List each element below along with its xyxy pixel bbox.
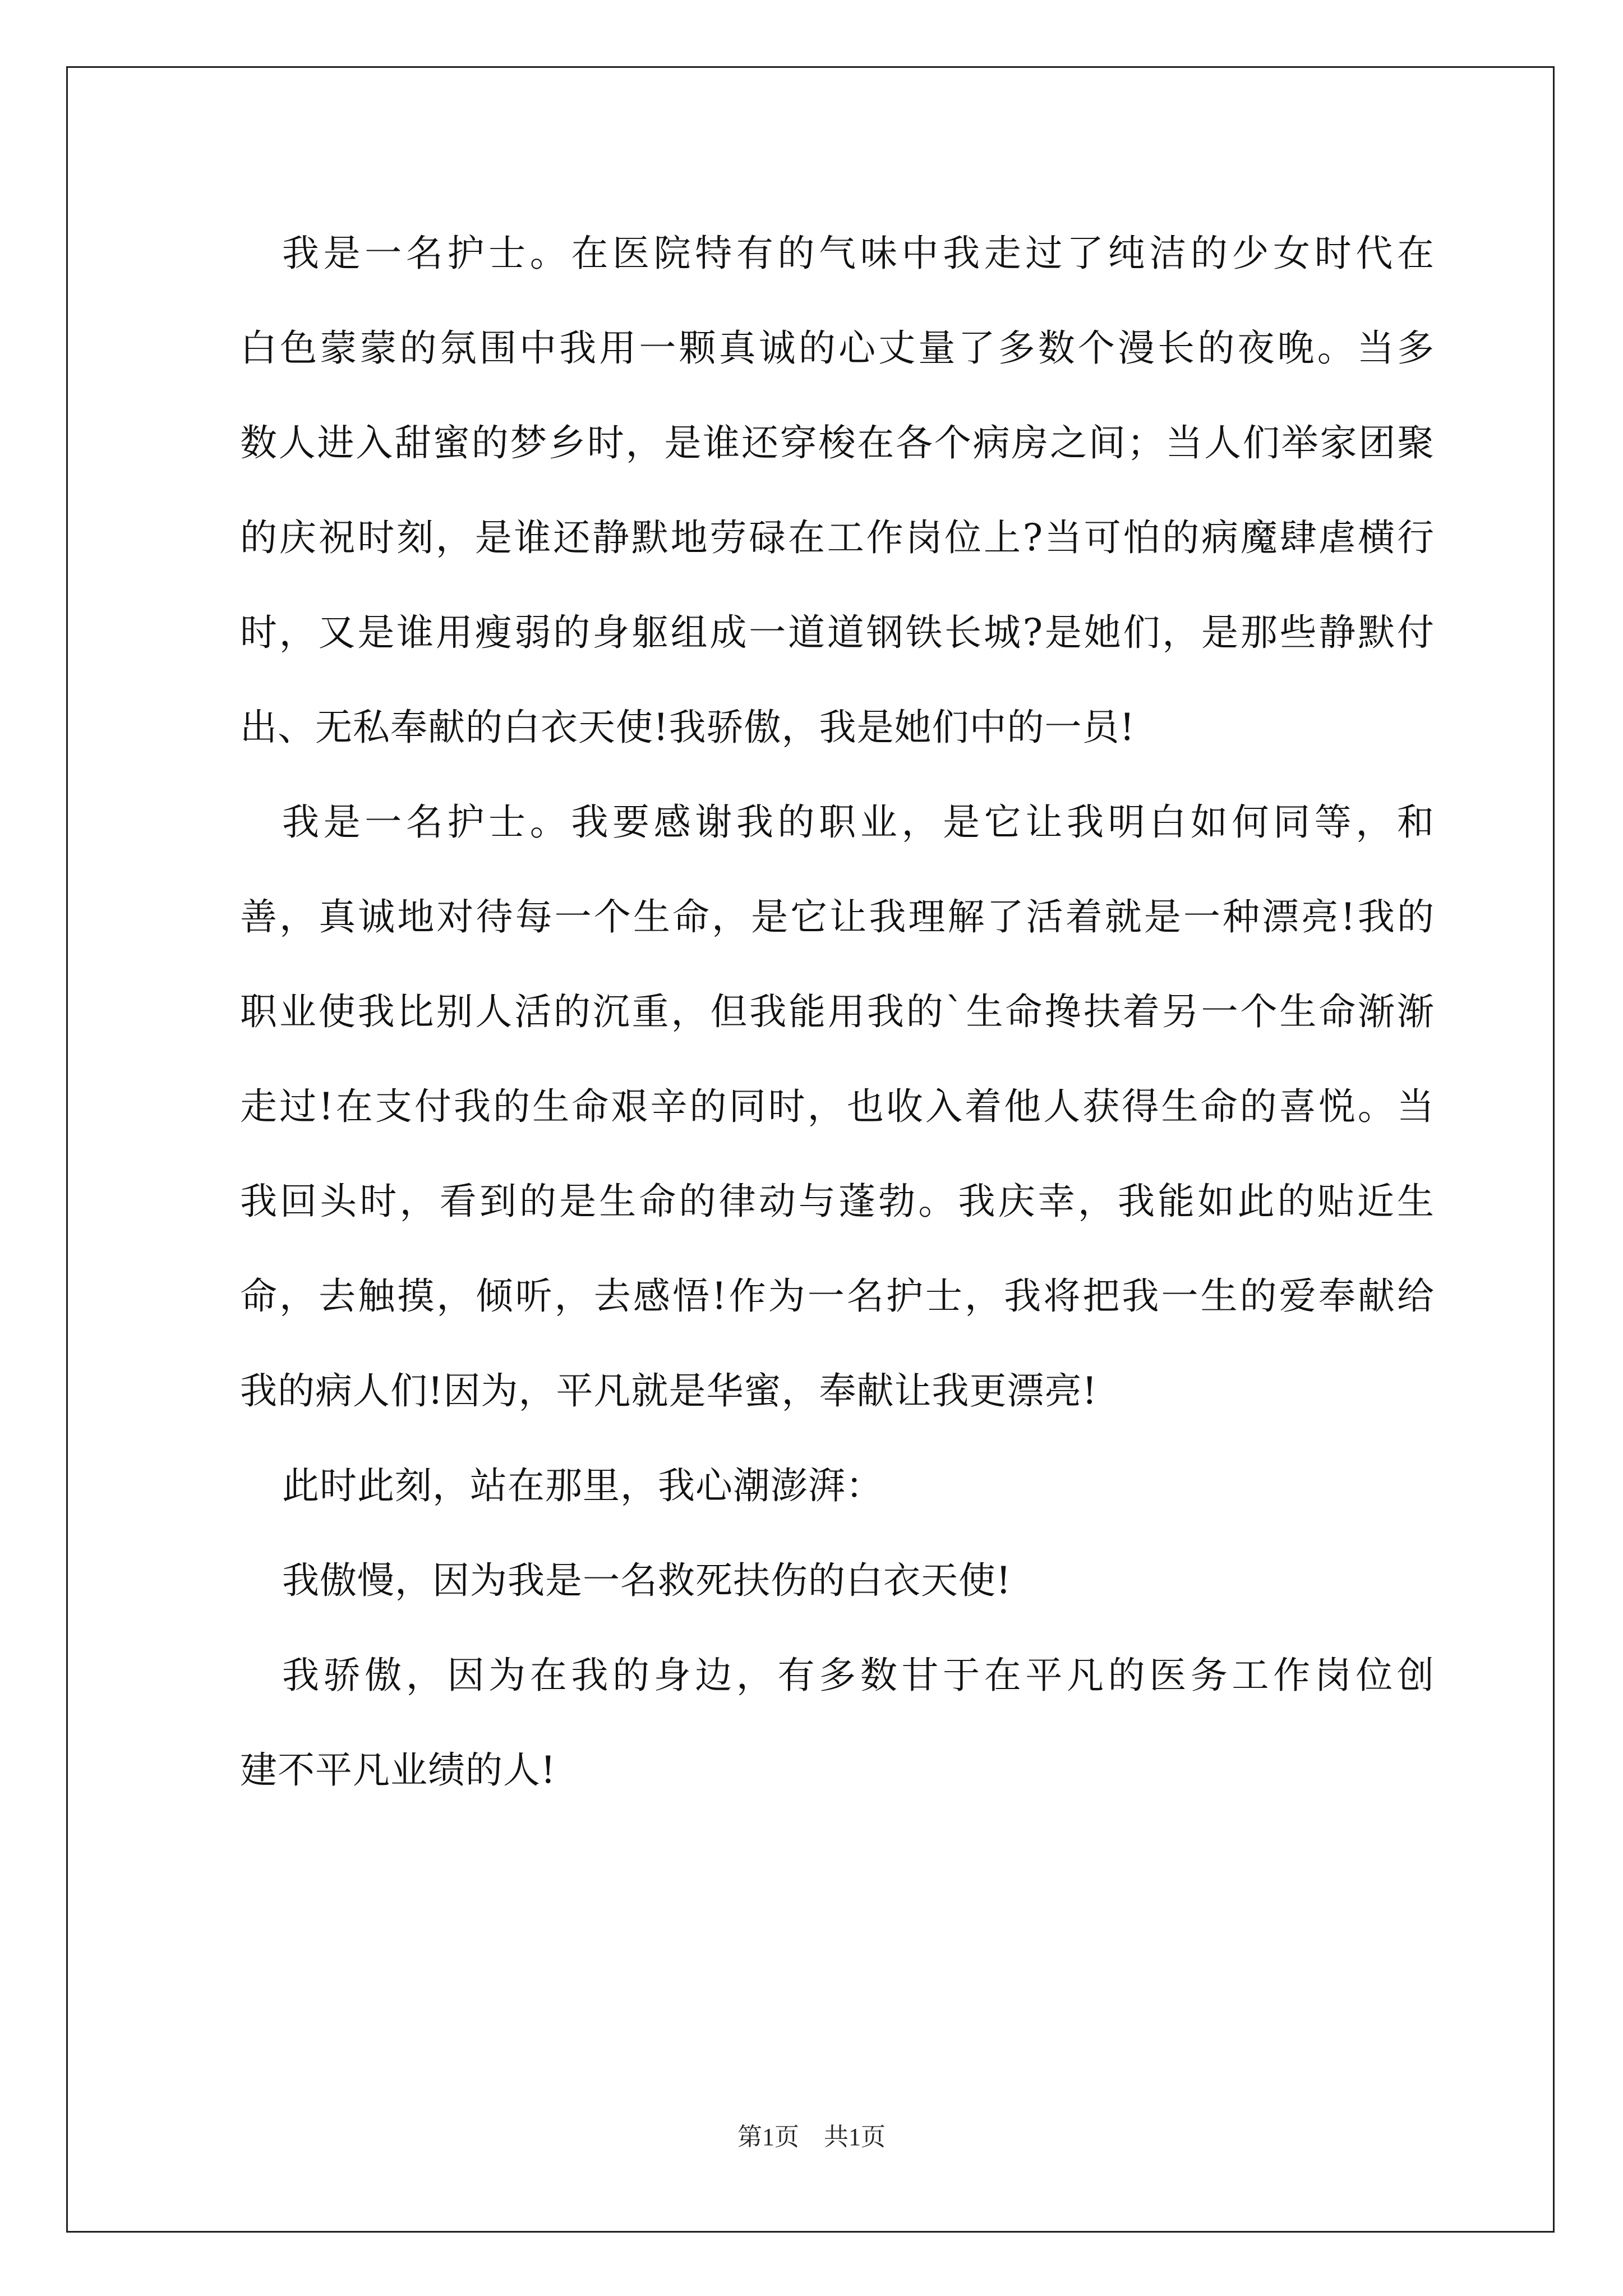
paragraph-1-line-1: 我是一名护士。在医院特有的气味中我走过了纯洁的少女时代在	[282, 232, 1435, 275]
paragraph-2-line-2: 善，真诚地对待每一个生命，是它让我理解了活着就是一种漂亮!我的	[240, 895, 1435, 938]
paragraph-1-line-5: 时，又是谁用瘦弱的身躯组成一道道钢铁长城?是她们，是那些静默付	[240, 611, 1435, 654]
paragraph-1-line-2: 白色蒙蒙的氛围中我用一颗真诚的心丈量了多数个漫长的夜晚。当多	[240, 326, 1435, 370]
paragraph-4-line-1: 我傲慢，因为我是一名救死扶伤的白衣天使!	[282, 1559, 1012, 1602]
paragraph-2-line-7: 我的病人们!因为，平凡就是华蜜，奉献让我更漂亮!	[240, 1369, 1098, 1412]
paragraph-2-line-4: 走过!在支付我的生命艰辛的同时，也收入着他人获得生命的喜悦。当	[240, 1085, 1435, 1128]
page-number: 第1页	[737, 2123, 799, 2151]
paragraph-3-line-1: 此时此刻，站在那里，我心潮澎湃：	[282, 1464, 883, 1507]
paragraph-1-line-4: 的庆祝时刻，是谁还静默地劳碌在工作岗位上?当可怕的病魔肆虐横行	[240, 516, 1435, 559]
paragraph-2-line-3: 职业使我比别人活的沉重，但我能用我的`生命搀扶着另一个生命渐渐	[240, 990, 1435, 1033]
paragraph-2-line-5: 我回头时，看到的是生命的律动与蓬勃。我庆幸，我能如此的贴近生	[240, 1180, 1435, 1223]
paragraph-2-line-6: 命，去触摸，倾听，去感悟!作为一名护士，我将把我一生的爱奉献给	[240, 1274, 1435, 1318]
paragraph-5-line-1: 我骄傲，因为在我的身边，有多数甘于在平凡的医务工作岗位创	[282, 1654, 1435, 1697]
paragraph-1-line-3: 数人进入甜蜜的梦乡时，是谁还穿梭在各个病房之间；当人们举家团聚	[240, 421, 1435, 464]
paragraph-2-line-1: 我是一名护士。我要感谢我的职业，是它让我明白如何同等，和	[282, 800, 1435, 844]
page-total: 共1页	[824, 2123, 886, 2151]
paragraph-1-line-6: 出、无私奉献的白衣天使!我骄傲，我是她们中的一员!	[240, 706, 1136, 749]
paragraph-5-line-2: 建不平凡业绩的人!	[240, 1749, 556, 1792]
page-footer	[0, 2120, 1623, 2154]
page-border	[66, 66, 1555, 2233]
